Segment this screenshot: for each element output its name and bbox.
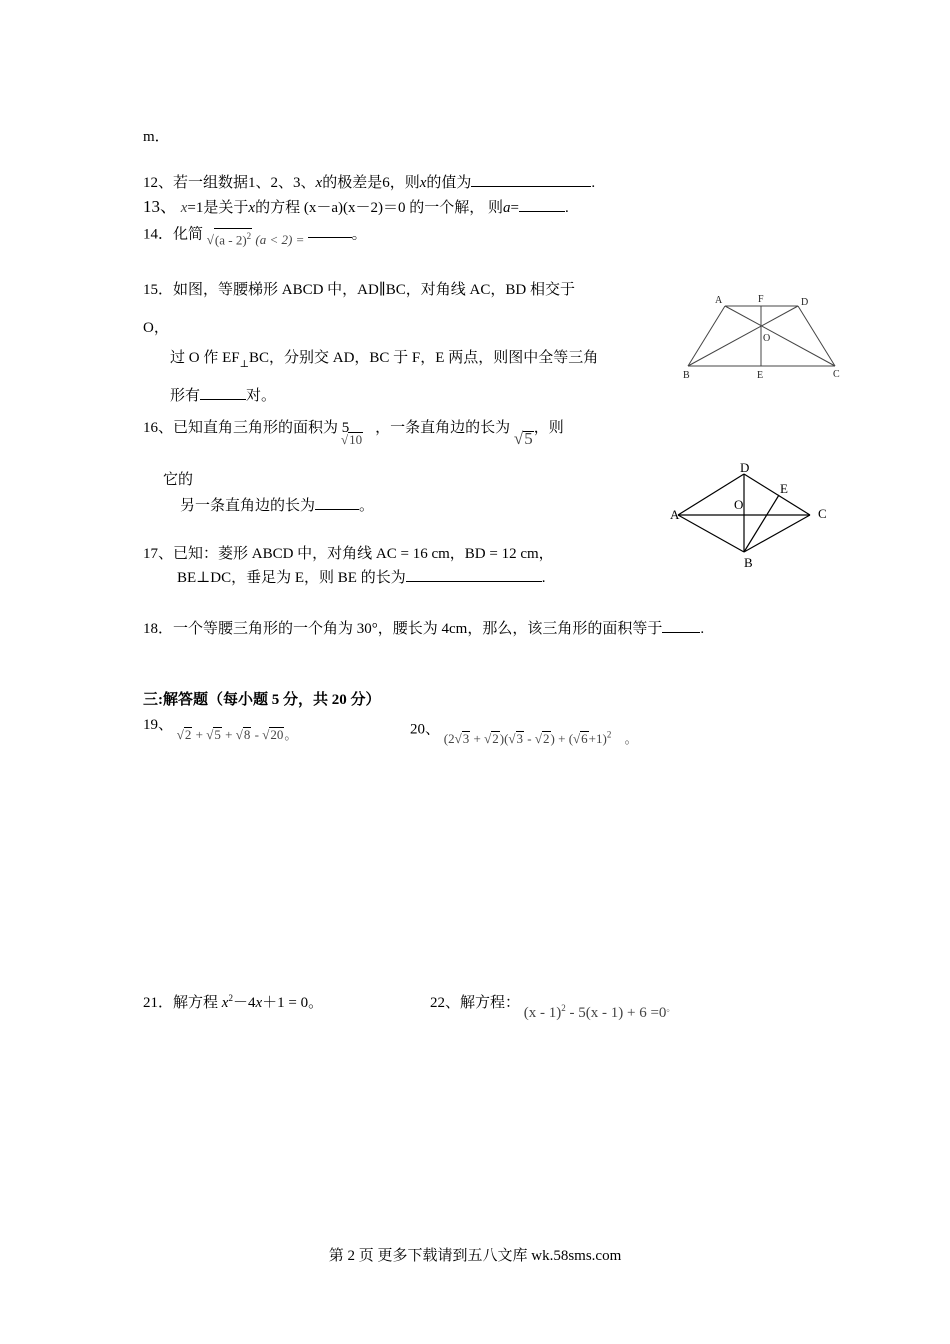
previous-question-tail: m． xyxy=(143,129,170,145)
trapezoid-diagonal-ac xyxy=(725,306,835,366)
rhombus-label-e: E xyxy=(780,481,788,496)
question-18 xyxy=(143,618,704,639)
question-17-line-1: 17、已知：菱形 ABCD 中，对角线 AC = 16 cm，BD = 12 cm， xyxy=(143,546,554,562)
q20-r4: 2 xyxy=(543,731,550,747)
q19-r3: 8 xyxy=(243,727,251,742)
q19-rad-sign-2 xyxy=(206,727,213,742)
q20-expression xyxy=(444,731,638,746)
q14-tail: 。 xyxy=(351,226,367,243)
rhombus-side-ba xyxy=(678,515,744,552)
question-14 xyxy=(143,222,367,248)
q19-r4: 20 xyxy=(270,727,284,742)
q17-line2a: BE⊥DC，垂足为 E，则 BE 的长为 xyxy=(177,570,406,586)
q13-equation: (x－a)(x－2)＝0 xyxy=(303,200,406,216)
q16-rad2: 5 xyxy=(524,429,533,448)
q13-num: 13、 xyxy=(143,197,177,216)
q16-text1: 16、已知直角三角形的面积为 5 xyxy=(143,420,350,436)
q22-sup: 2 xyxy=(561,1003,566,1013)
q18-text: 18．一个等腰三角形的一个角为 30°，腰长为 4cm，那么，该三角形的面积等于 xyxy=(143,621,663,637)
q18-tail: . xyxy=(700,621,705,637)
trapezoid-side-dc xyxy=(798,306,835,366)
rhombus-label-b: B xyxy=(744,555,753,570)
q22-tail: 。 xyxy=(666,1003,676,1013)
q20-p1: (2 xyxy=(443,731,455,747)
q19-tail: 。 xyxy=(284,727,298,742)
trapezoid-figure xyxy=(675,290,850,385)
q17-answer-blank[interactable] xyxy=(406,567,542,582)
q14-radicand xyxy=(214,228,252,247)
q16-rad1: 10 xyxy=(349,432,363,447)
q21-x: x xyxy=(221,995,229,1011)
trap-label-o: O xyxy=(763,333,771,344)
q19-op3: - xyxy=(254,727,259,742)
question-19 xyxy=(143,715,298,742)
rhombus-label-c: C xyxy=(818,506,827,521)
q18-answer-blank[interactable] xyxy=(662,618,700,633)
rhombus-side-dc xyxy=(744,474,810,515)
q13-tail: . xyxy=(564,200,569,216)
rhombus-figure xyxy=(668,458,838,576)
q21-text: 21．解方程 xyxy=(143,995,219,1011)
q20-op2: - xyxy=(527,731,532,747)
q19-expression xyxy=(177,727,298,742)
q15-line4b: 对。 xyxy=(246,388,277,404)
q20-p4: +1) xyxy=(588,731,607,747)
q14-expr: (a - 2) xyxy=(214,232,247,248)
page-footer: 第 2 页 更多下载请到五八文库 wk.58sms.com xyxy=(328,1248,622,1264)
section-3-heading: 三:解答题（每小题 5 分，共 20 分） xyxy=(143,692,381,708)
q15-answer-blank[interactable] xyxy=(200,385,246,400)
question-17-line-2 xyxy=(177,567,545,588)
q20-rad-sign-3 xyxy=(508,731,515,746)
q13-eq: =1 xyxy=(187,200,204,216)
trap-label-b: B xyxy=(683,370,690,381)
q16-radical-sign-1 xyxy=(341,432,348,447)
q22-expr2: - 5(x - 1) + 6 =0 xyxy=(569,1005,667,1021)
q13-text1: 是关于 xyxy=(203,200,249,216)
q13-answer-blank[interactable] xyxy=(519,197,565,212)
q15-line3b: BC，分别交 AD，BC 于 F，E 两点，则图中全等三角 xyxy=(249,350,599,366)
q20-r2: 2 xyxy=(492,731,499,747)
q20-r1: 3 xyxy=(462,731,470,747)
q19-rad-sign-3 xyxy=(236,727,243,742)
q14-text: 14．化简 xyxy=(143,226,204,243)
question-15-line-1: 15．如图，等腰梯形 ABCD 中，AD∥BC，对角线 AC，BD 相交于 xyxy=(143,282,575,298)
trap-label-e: E xyxy=(757,370,764,381)
rhombus-side-cb xyxy=(744,515,810,552)
trapezoid-side-ab xyxy=(688,306,725,366)
q16-radical-10 xyxy=(341,432,363,447)
q12-mid: 的极差是6，则 xyxy=(322,175,420,191)
q13-eq2: = xyxy=(510,200,519,216)
q14-radical-sign xyxy=(207,232,214,247)
q21-rest: －4 xyxy=(232,995,256,1011)
q12-x1: x xyxy=(315,175,323,191)
q16-text2: ，一条直角边的长为 xyxy=(375,420,511,436)
q20-rad-sign-1 xyxy=(455,731,462,746)
question-16-line-2: 它的 xyxy=(163,472,194,488)
q20-r3: 3 xyxy=(516,731,524,747)
trap-label-c: C xyxy=(833,369,840,380)
q15-perp: ⊥ xyxy=(239,359,249,370)
rhombus-label-o: O xyxy=(734,497,744,512)
rhombus-label-d: D xyxy=(740,460,750,475)
q20-tail: 。 xyxy=(624,731,638,747)
question-15-line-2: O， xyxy=(143,320,169,336)
q17-line2b: . xyxy=(541,570,546,586)
q21-x2: x xyxy=(255,995,263,1011)
q19-rad-sign-4 xyxy=(262,727,269,742)
q19-rad-sign-1 xyxy=(177,727,184,742)
q20-p2: )( xyxy=(499,731,509,747)
q22-expression xyxy=(524,1005,676,1021)
question-22 xyxy=(430,988,676,1021)
rhombus-label-a: A xyxy=(670,507,680,522)
q19-op1: + xyxy=(195,727,203,742)
q20-p3: ) + ( xyxy=(550,731,574,747)
q15-line3a: 过 O 作 EF xyxy=(170,350,240,366)
q13-x: x xyxy=(248,200,256,216)
q15-line4a: 形有 xyxy=(170,388,201,404)
q12-text: 12、若一组数据1、2、3、 xyxy=(143,175,316,191)
q14-answer-blank[interactable] xyxy=(308,223,352,238)
q13-a: a xyxy=(503,200,511,216)
q12-end: 的值为 xyxy=(426,175,472,191)
q13-text3: 的一个解， 则 xyxy=(409,200,503,216)
q16-text3: ，则 xyxy=(533,420,564,436)
q19-r2: 5 xyxy=(214,727,221,742)
q16-radical-sign-2 xyxy=(514,429,523,448)
q20-op1: + xyxy=(473,731,481,747)
q14-expression xyxy=(207,232,308,247)
question-12 xyxy=(143,172,595,193)
q19-num: 19、 xyxy=(143,717,174,733)
q13-text2: 的方程 xyxy=(255,200,301,216)
question-13 xyxy=(143,197,569,218)
q16-answer-blank[interactable] xyxy=(315,495,359,510)
q21-rest2: ＋1 = 0。 xyxy=(262,995,324,1011)
q20-num: 20、 xyxy=(410,721,441,738)
q22-text: 22、解方程： xyxy=(430,995,521,1011)
question-16-line-3 xyxy=(180,495,374,516)
q20-rad-sign-5 xyxy=(573,731,580,746)
q12-tail: . xyxy=(591,175,596,191)
q19-op2: + xyxy=(225,727,233,742)
trap-label-d: D xyxy=(801,297,809,308)
q14-condition: (a < 2) = xyxy=(255,232,305,248)
q20-r5: 6 xyxy=(581,731,588,747)
q16-radical-5 xyxy=(514,429,534,448)
q20-sup: 2 xyxy=(606,730,612,740)
question-16-line-1 xyxy=(143,417,564,448)
question-21 xyxy=(143,988,323,1013)
question-15-line-3 xyxy=(170,348,598,370)
q16-line3a: 另一条直角边的长为 xyxy=(180,498,316,514)
q12-answer-blank[interactable] xyxy=(471,172,591,187)
q12-x2: x xyxy=(419,175,427,191)
trap-label-f: F xyxy=(758,294,764,305)
question-20 xyxy=(410,715,638,747)
trap-label-a: A xyxy=(715,295,723,306)
q19-r1: 2 xyxy=(184,727,192,742)
q20-rad-sign-2 xyxy=(484,731,491,746)
q13-lhs: x xyxy=(180,200,188,216)
q14-sup: 2 xyxy=(246,231,252,241)
question-15-line-4 xyxy=(170,385,276,406)
q21-sup: 2 xyxy=(228,993,233,1003)
q22-expr1: (x - 1) xyxy=(523,1005,562,1021)
rhombus-segment-be xyxy=(744,495,779,552)
q20-rad-sign-4 xyxy=(535,731,542,746)
q16-line3b: 。 xyxy=(359,498,375,514)
trapezoid-diagonal-bd xyxy=(688,306,798,366)
